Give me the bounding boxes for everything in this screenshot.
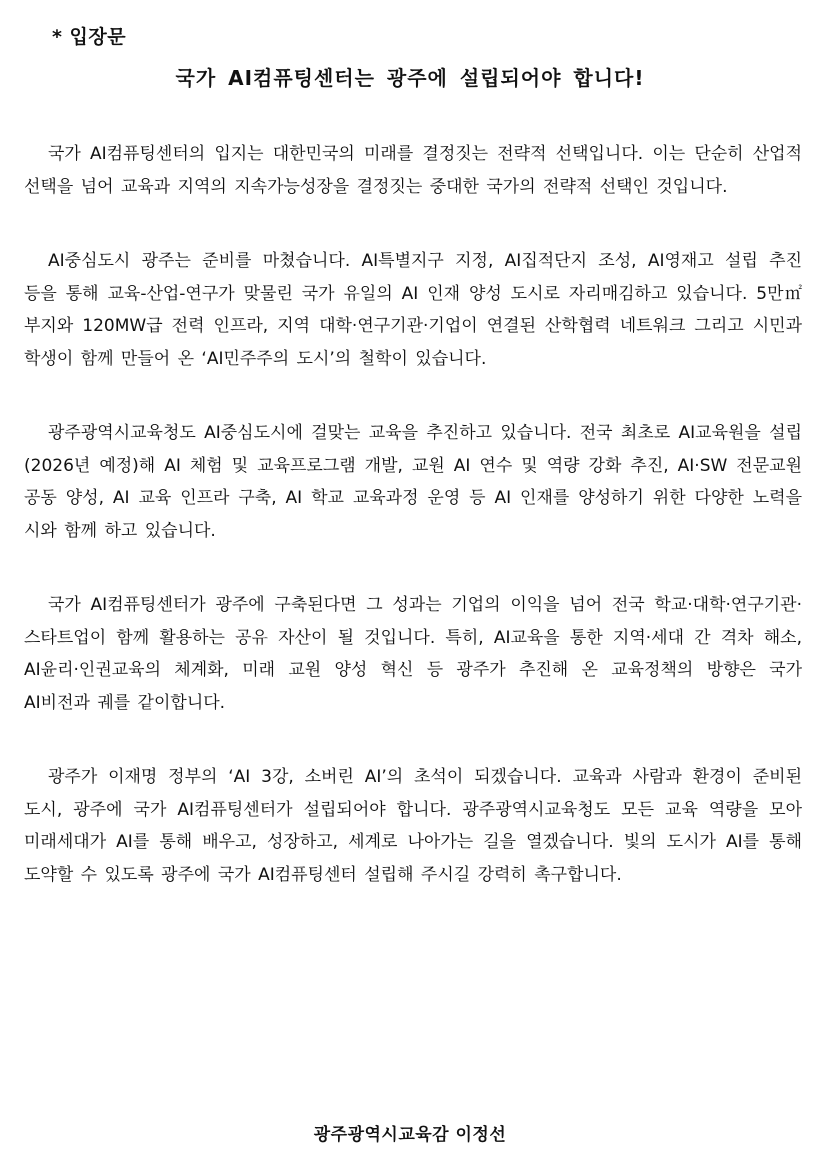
- signature: 광주광역시교육감 이정선: [313, 1125, 507, 1145]
- paragraph-education-office: 광주광역시교육청도 AI중심도시에 걸맞는 교육을 추진하고 있습니다. 전국 최초로 AI교육원을 설립(2026년 예정)해 AI 체험 및 교육프로그램 개발, 교원 AI 연수 및 역량 강화 추진, AI·SW 전문교원 공동 양성, AI 교육 인프라 구축, AI 학교 교육과정 운영 등 AI 인재를 양성하기 위한 다양한 노력을 시와 함께 하고 있습니다.: [24, 423, 802, 541]
- statement-body: [24, 138, 802, 933]
- document-title: 국가 AI컴퓨팅센터는 광주에 설립되어야 합니다!: [175, 66, 645, 90]
- paragraph-gwangju-ready: AI중심도시 광주는 준비를 마쳤습니다. AI특별지구 지정, AI집적단지 조성, AI영재고 설립 추진 등을 통해 교육-산업-연구가 맞물린 국가 유일의 AI 인재 양성 도시로 자리매김하고 있습니다. 5만㎡ 부지와 120MW급 전력 인프라, 지역 대학·연구기관·기업이 연결된 산학협력 네트워크 그리고 시민과 학생이 함께 만들어 온 ‘AI민주주의 도시’의 철학이 있습니다.: [24, 251, 802, 369]
- paragraph-intro: 국가 AI컴퓨팅센터의 입지는 대한민국의 미래를 결정짓는 전략적 선택입니다. 이는 단순히 산업적 선택을 넘어 교육과 지역의 지속가능성장을 결정짓는 중대한 국가의 전략적 선택인 것입니다.: [24, 144, 802, 197]
- document-label: * 입장문: [52, 26, 127, 48]
- paragraph-conclusion: 광주가 이재명 정부의 ‘AI 3강, 소버린 AI’의 초석이 되겠습니다. 교육과 사람과 환경이 준비된 도시, 광주에 국가 AI컴퓨팅센터가 설립되어야 합니다. 광주광역시교육청도 모든 교육 역량을 모아 미래세대가 AI를 통해 배우고, 성장하고, 세계로 나아가는 길을 열겠습니다. 빛의 도시가 AI를 통해 도약할 수 있도록 광주에 국가 AI컴퓨팅센터 설립해 주시길 강력히 촉구합니다.: [24, 767, 802, 885]
- paragraph-shared-asset: 국가 AI컴퓨팅센터가 광주에 구축된다면 그 성과는 기업의 이익을 넘어 전국 학교·대학·연구기관·스타트업이 함께 활용하는 공유 자산이 될 것입니다. 특히, AI교육을 통한 지역·세대 간 격차 해소, AI윤리·인권교육의 체계화, 미래 교원 양성 혁신 등 광주가 추진해 온 교육정책의 방향은 국가 AI비전과 궤를 같이합니다.: [24, 595, 802, 713]
